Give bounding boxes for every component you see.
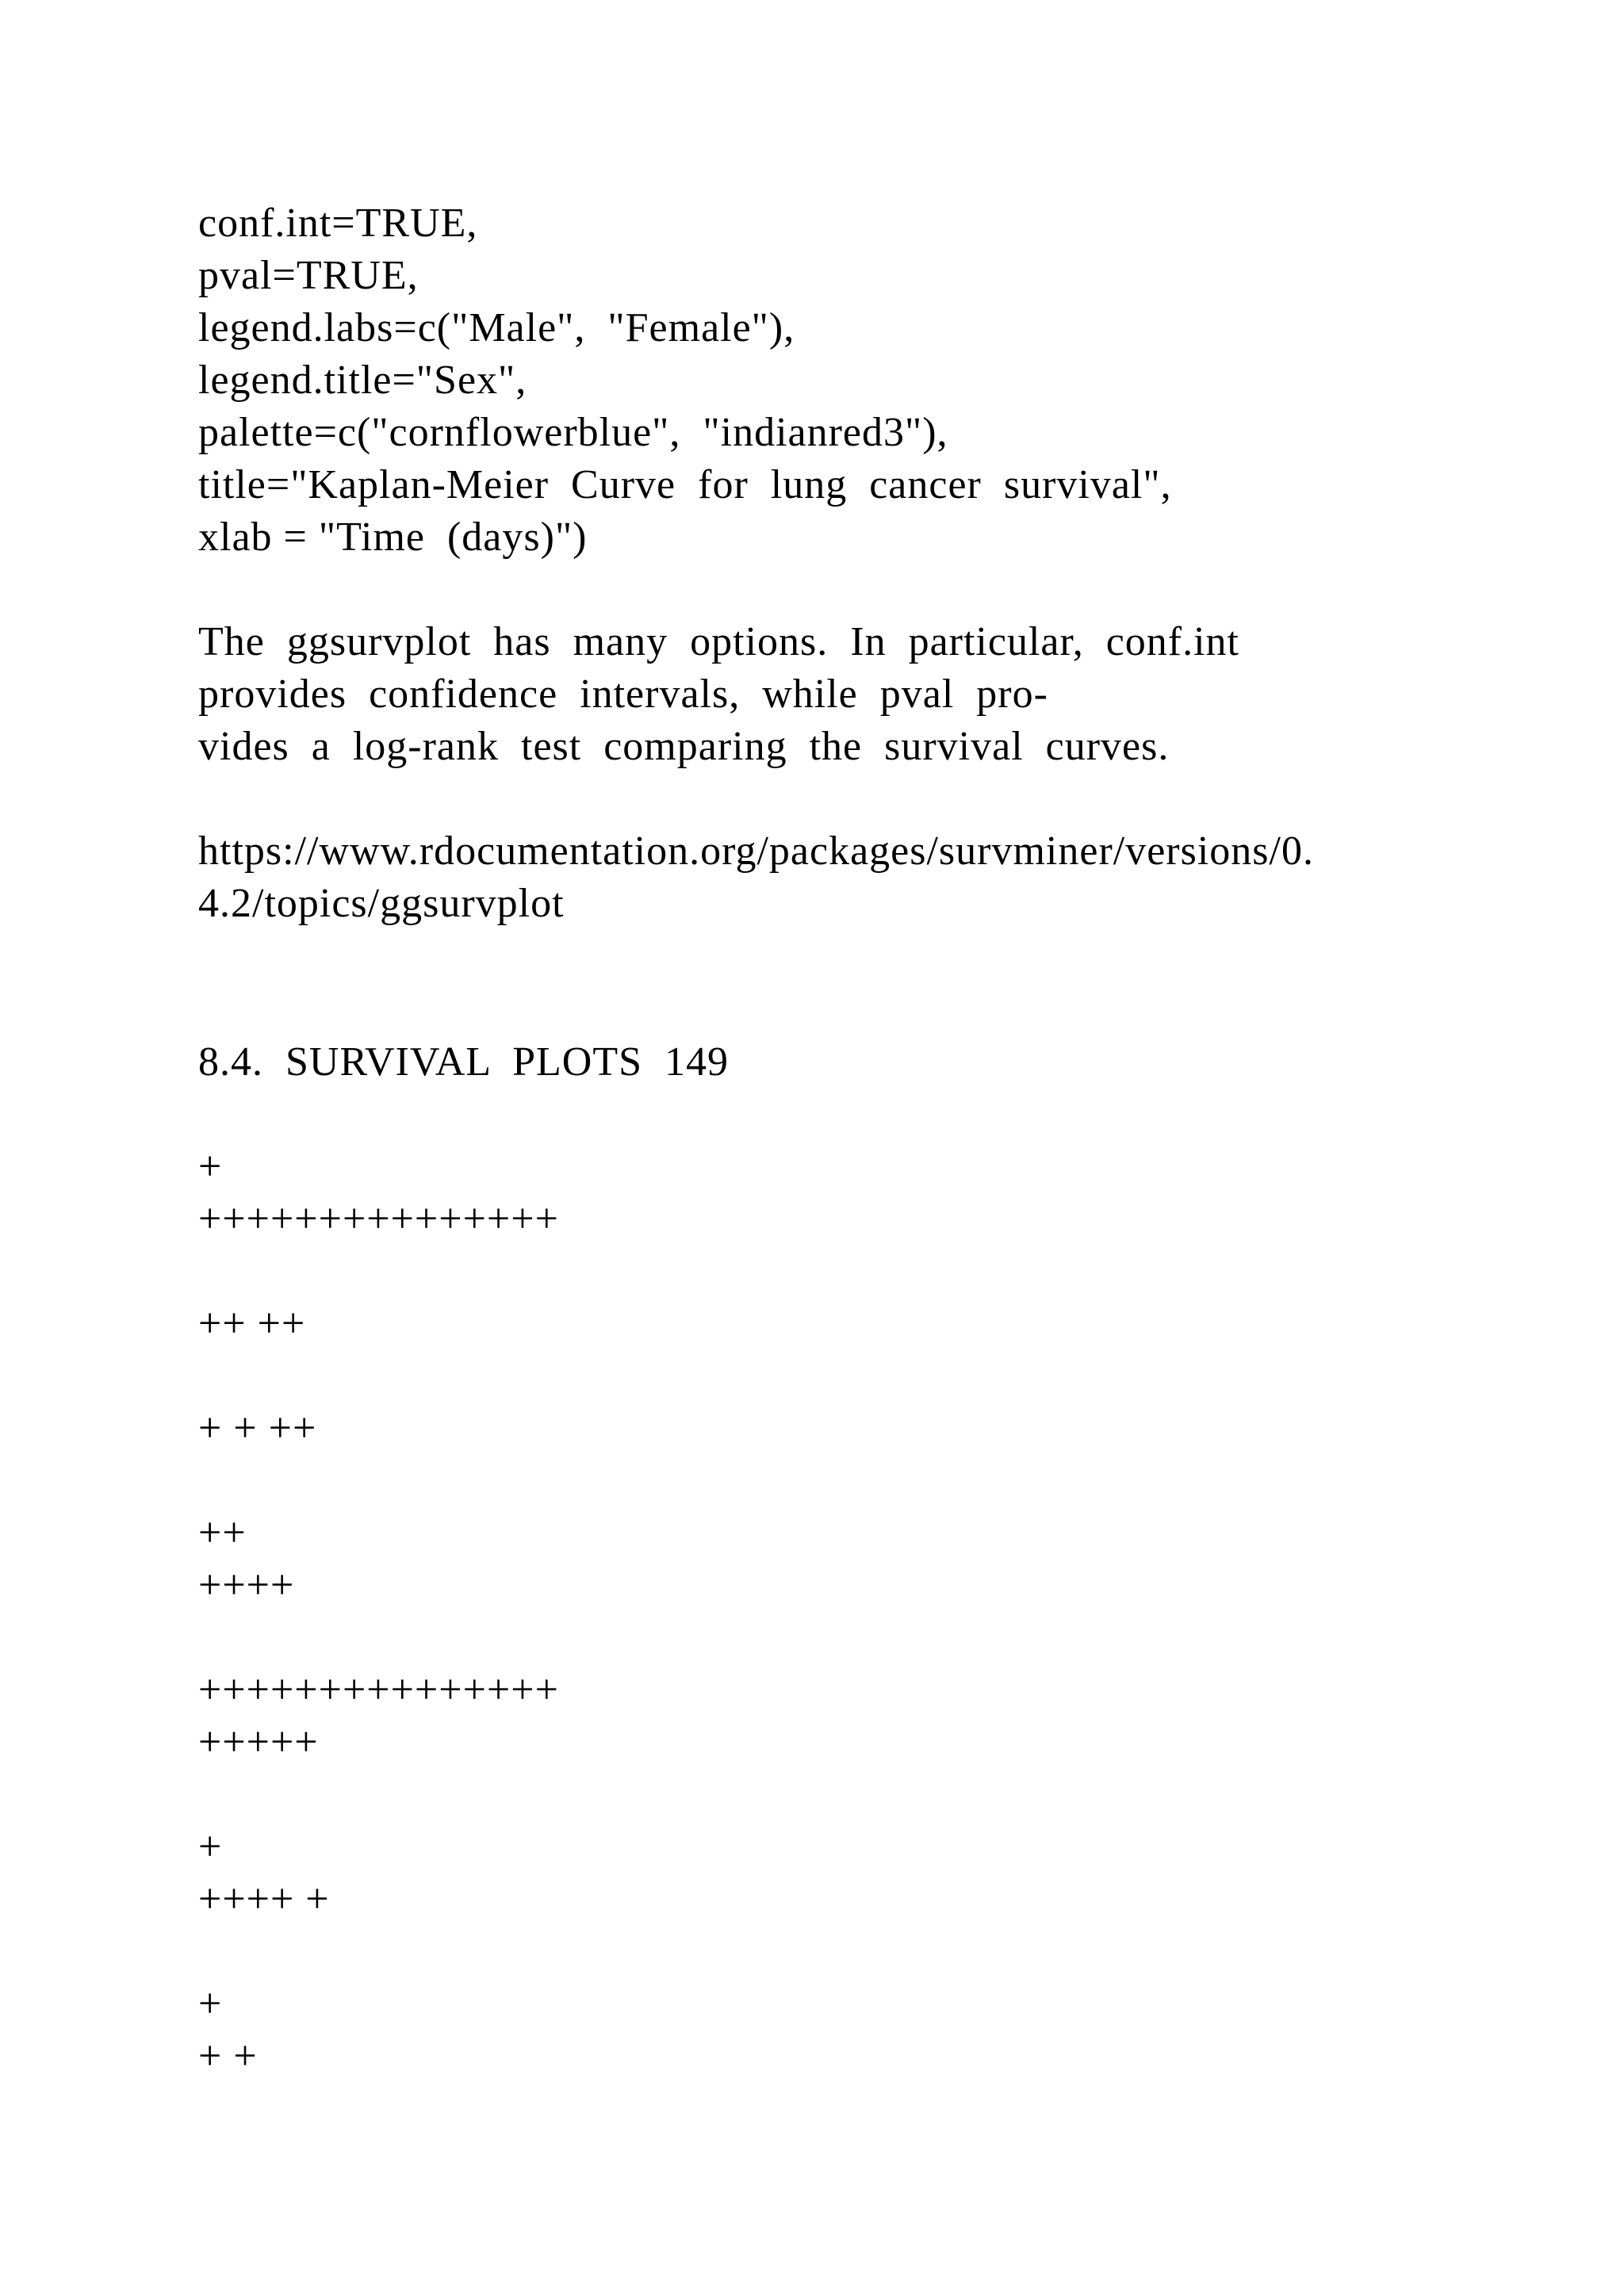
code-line: palette=c("cornflowerblue", "indianred3"), — [198, 410, 948, 455]
url-line: 4.2/topics/ggsurvplot — [198, 881, 565, 926]
code-line: legend.title="Sex", — [198, 358, 527, 403]
plot-mark-line: + + ++ — [198, 1406, 317, 1451]
plot-mark-line: +++++ — [198, 1720, 319, 1765]
section-header: 8.4. SURVIVAL PLOTS 149 — [198, 1039, 730, 1085]
plot-mark-line: ++++ — [198, 1563, 295, 1608]
plot-mark-line: ++++ + — [198, 1877, 330, 1922]
paragraph-line: provides confidence intervals, while pval pro- — [198, 672, 1048, 717]
plot-mark-line: + — [198, 1981, 223, 2026]
code-line: pval=TRUE, — [198, 253, 419, 298]
url-line: https://www.rdocumentation.org/packages/survminer/versions/0. — [198, 828, 1314, 874]
code-line: title="Kaplan-Meier Curve for lung cancer survival", — [198, 462, 1172, 507]
plot-mark-line: + — [198, 1144, 223, 1189]
paragraph-line: The ggsurvplot has many options. In particular, conf.int — [198, 619, 1240, 664]
plot-mark-line: ++ — [198, 1510, 247, 1556]
plot-mark-line: + — [198, 1824, 223, 1869]
code-line: legend.labs=c("Male", "Female"), — [198, 305, 795, 350]
code-line: xlab = "Time (days)") — [198, 515, 588, 560]
plot-mark-line: ++ ++ — [198, 1301, 306, 1346]
plot-mark-line: +++++++++++++++ — [198, 1667, 559, 1712]
code-line: conf.int=TRUE, — [198, 201, 478, 246]
plot-mark-line: +++++++++++++++ — [198, 1196, 559, 1242]
plot-mark-line: + + — [198, 2034, 258, 2079]
paragraph-line: vides a log-rank test comparing the survival curves. — [198, 724, 1170, 769]
